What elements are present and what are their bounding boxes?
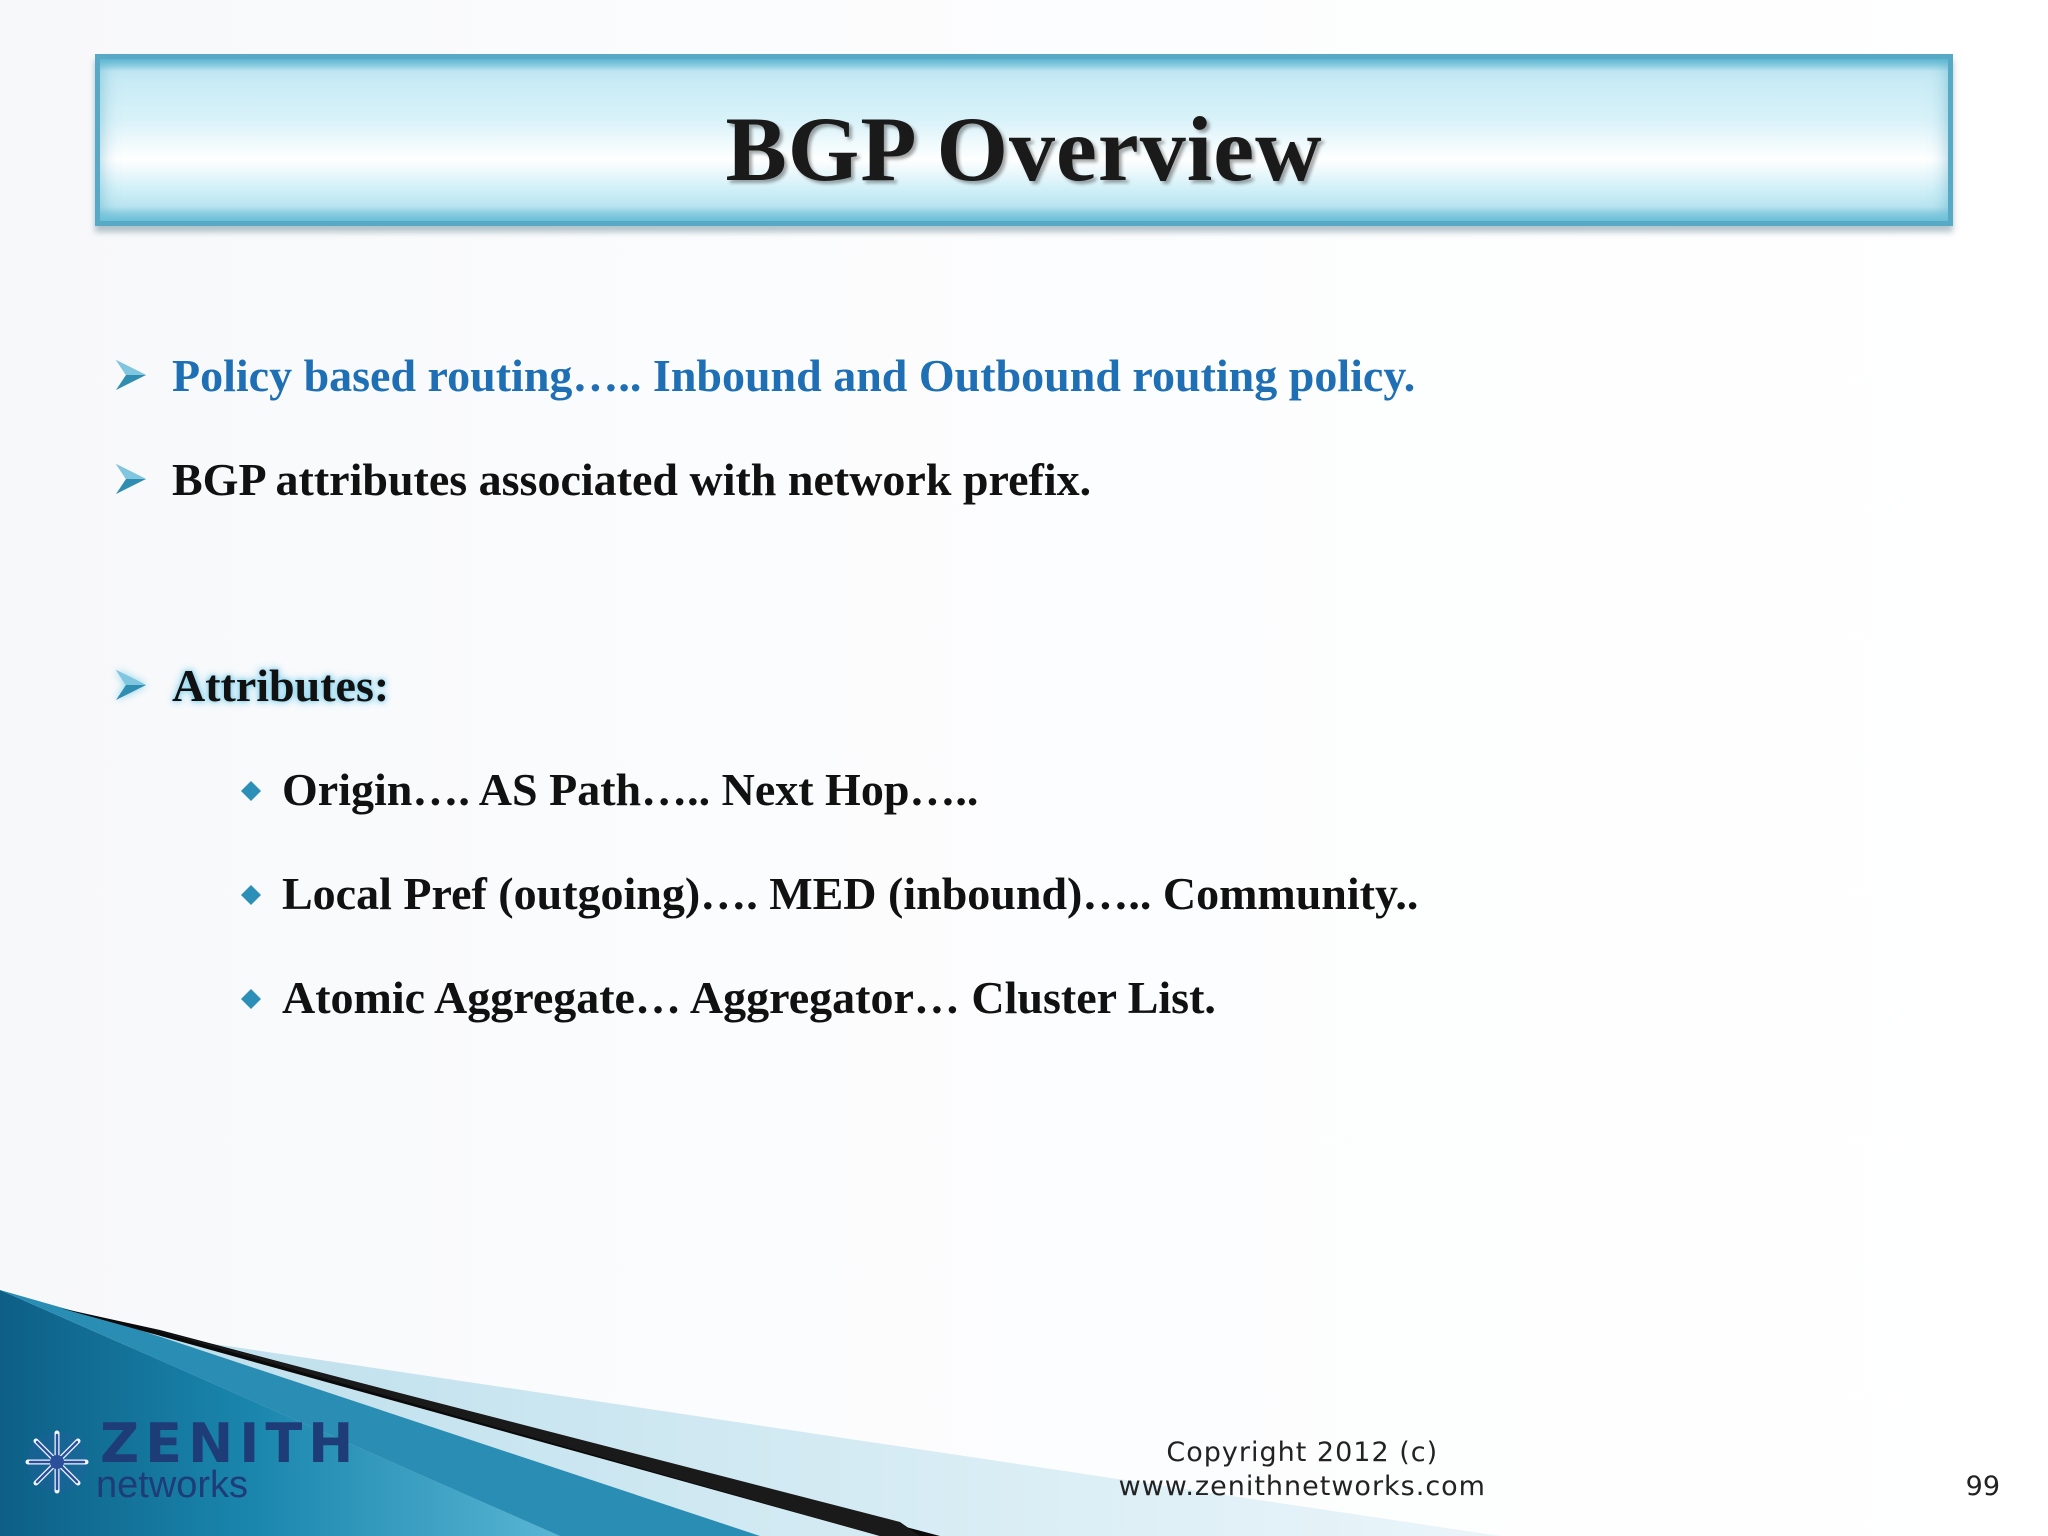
bullet-policy-routing xyxy=(172,348,1415,404)
website-url: www.zenithnetworks.com xyxy=(1118,1471,1486,1502)
sub-bullet-local-pref xyxy=(282,866,1418,922)
arrowhead-icon xyxy=(114,462,148,496)
star-icon xyxy=(22,1427,92,1497)
logo-networks-text: networks xyxy=(96,1464,249,1506)
bullet-text: BGP attributes associated with network prefix. xyxy=(172,454,1092,505)
diamond-icon xyxy=(240,988,262,1010)
logo-zenith-text: ZENITH xyxy=(100,1412,360,1475)
page-number: 99 xyxy=(1965,1471,2000,1502)
arrowhead-icon xyxy=(114,358,148,392)
sub-bullet-text: Origin…. AS Path….. Next Hop….. xyxy=(282,764,979,815)
copyright-block xyxy=(1119,1436,1486,1504)
sub-bullet-text: Local Pref (outgoing)…. MED (inbound)….. Community.. xyxy=(282,868,1419,919)
sub-bullet-atomic-aggregate xyxy=(282,970,1216,1026)
bullet-text: Attributes: xyxy=(172,660,390,711)
bullet-text: Policy based routing….. Inbound and Outbound routing policy. xyxy=(172,350,1416,401)
arrowhead-icon xyxy=(114,668,148,702)
sub-bullet-text: Atomic Aggregate… Aggregator… Cluster List. xyxy=(282,972,1216,1023)
bullet-attributes-heading xyxy=(172,658,389,714)
sub-bullet-origin xyxy=(282,762,978,818)
zenith-networks-logo xyxy=(22,1412,362,1515)
slide-title: BGP Overview xyxy=(725,98,1323,200)
bullet-bgp-attributes xyxy=(172,452,1091,508)
diamond-icon xyxy=(240,780,262,802)
title-banner xyxy=(95,54,1953,226)
copyright-line: Copyright 2012 (c) xyxy=(1166,1437,1439,1468)
diamond-icon xyxy=(240,884,262,906)
